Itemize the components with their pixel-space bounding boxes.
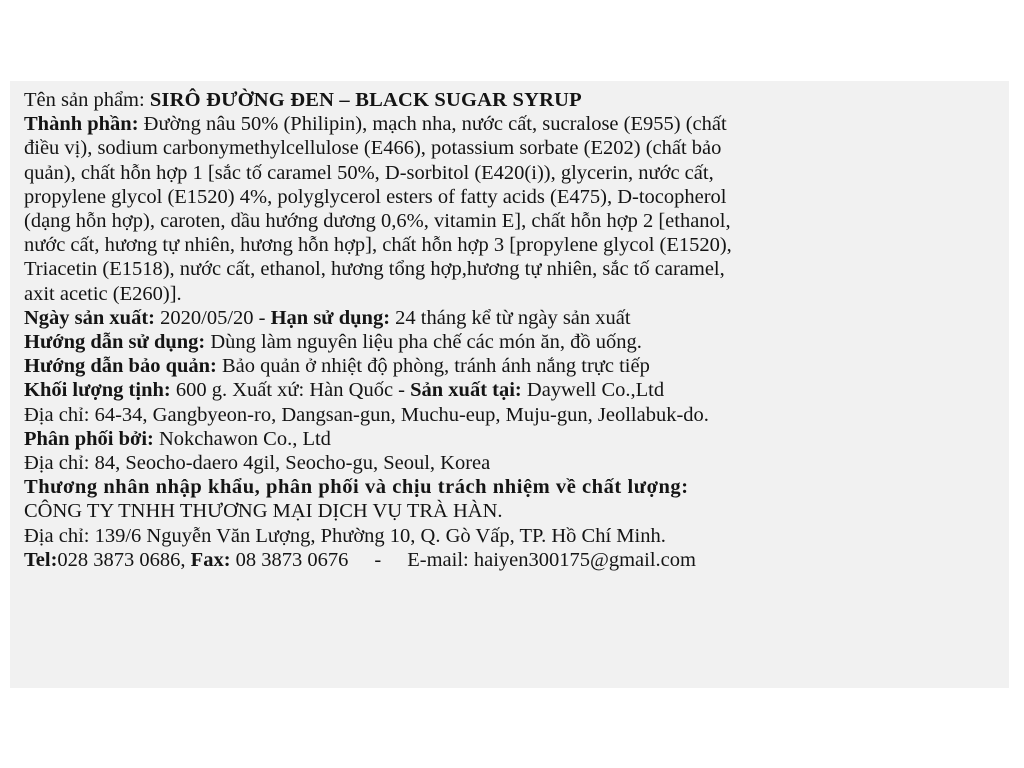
ingredients-line-7: Triacetin (E1518), nước cất, ethanol, hương tổng hợp,hương tự nhiên, sắc tố caramel,	[24, 258, 725, 281]
product-name: SIRÔ ĐƯỜNG ĐEN – BLACK SUGAR SYRUP	[149, 89, 582, 111]
importer-company: CÔNG TY TNHH THƯƠNG MẠI DỊCH VỤ TRÀ HÀN.	[24, 500, 503, 523]
distributor-line	[24, 427, 1004, 451]
product-name-line	[24, 88, 1004, 112]
fax-label: Fax:	[190, 548, 231, 571]
storage-value: Bảo quản ở nhiệt độ phòng, tránh ánh nắng trực tiếp	[221, 355, 650, 378]
storage-line	[24, 354, 1004, 378]
storage-label: Hướng dẫn bảo quản:	[24, 355, 217, 378]
tel-value: 028 3873 0686,	[57, 548, 186, 571]
ingredients-line-4: propylene glycol (E1520) 4%, polyglycerol esters of fatty acids (E475), D-tocopherol	[24, 185, 727, 208]
ingredients-line-5: (dạng hỗn hợp), caroten, dầu hướng dương 0,6%, vitamin E], chất hỗn hợp 2 [ethanol,	[24, 210, 731, 233]
dates-line	[24, 306, 1004, 330]
email-text: E-mail: haiyen300175@gmail.com	[407, 548, 696, 571]
mfg-date-label: Ngày sản xuất:	[24, 306, 155, 329]
label-text-block	[24, 88, 1004, 572]
distributor-value: Nokchawon Co., Ltd	[158, 427, 331, 450]
distributor-label: Phân phối bởi:	[24, 427, 154, 450]
ingredients-line-3: quản), chất hỗn hợp 1 [sắc tố caramel 50%, D-sorbitol (E420(i)), glycerin, nước cất,	[24, 161, 714, 184]
dates-separator: -	[258, 306, 266, 329]
expiry-value: 24 tháng kể từ ngày sản xuất	[395, 306, 631, 329]
contact-separator: -	[374, 548, 382, 571]
tel-label: Tel:	[24, 548, 58, 571]
usage-line	[24, 330, 1004, 354]
maker-label: Sản xuất tại:	[410, 379, 522, 402]
expiry-label: Hạn sử dụng:	[270, 306, 391, 329]
product-name-label: Tên sản phẩm:	[24, 89, 145, 111]
fax-value: 08 3873 0676	[235, 548, 349, 571]
importer-address: Địa chỉ: 139/6 Nguyễn Văn Lượng, Phường 10, Q. Gò Vấp, TP. Hồ Chí Minh.	[24, 524, 666, 547]
maker-address: Địa chỉ: 64-34, Gangbyeon-ro, Dangsan-gun, Muchu-eup, Muju-gun, Jeollabuk-do.	[24, 403, 709, 426]
ingredients-text: Đường nâu 50% (Philipin), mạch nha, nước cất, sucralose (E955) (chất	[143, 113, 727, 136]
ingredients-line-8: axit acetic (E260)].	[24, 282, 182, 305]
weight-line	[24, 378, 1004, 402]
importer-heading: Thương nhân nhập khẩu, phân phối và chịu trách nhiệm về chất lượng:	[24, 476, 689, 499]
ingredients-label: Thành phần:	[24, 113, 139, 136]
weight-label: Khối lượng tịnh:	[24, 379, 171, 402]
usage-value: Dùng làm nguyên liệu pha chế các món ăn, đồ uống.	[210, 331, 642, 354]
ingredients-line-1	[24, 112, 1004, 136]
ingredients-line-2: điều vị), sodium carbonymethylcellulose (E466), potassium sorbate (E202) (chất bảo	[24, 137, 722, 160]
product-label	[10, 81, 1009, 688]
maker-value: Daywell Co.,Ltd	[526, 379, 665, 402]
ingredients-line-6: nước cất, hương tự nhiên, hương hỗn hợp], chất hỗn hợp 3 [propylene glycol (E1520),	[24, 234, 732, 257]
distributor-address: Địa chỉ: 84, Seocho-daero 4gil, Seocho-gu, Seoul, Korea	[24, 452, 491, 475]
usage-label: Hướng dẫn sử dụng:	[24, 331, 206, 354]
mfg-date-value: 2020/05/20	[160, 306, 254, 329]
contact-line	[24, 548, 1004, 572]
weight-value: 600 g. Xuất xứ: Hàn Quốc -	[175, 379, 405, 402]
